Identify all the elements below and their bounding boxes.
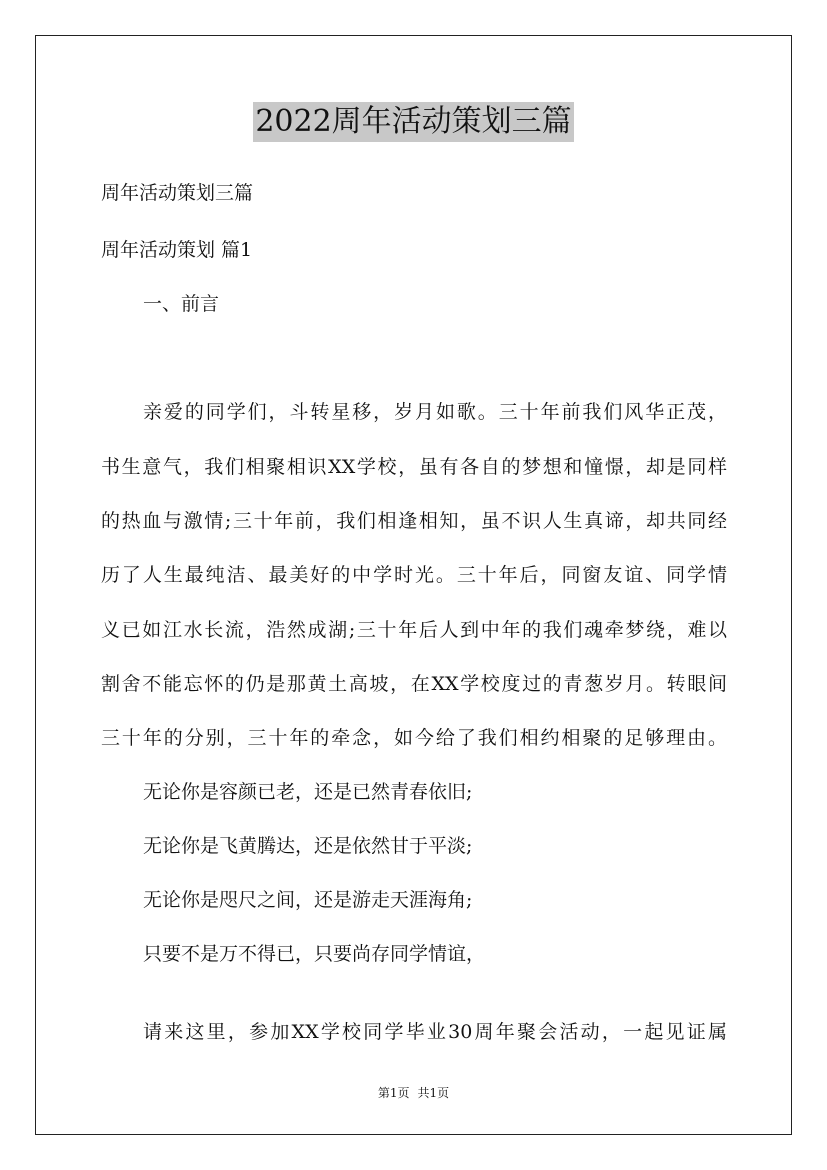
verse-line: 无论你是咫尺之间，还是游走天涯海角; [143,889,473,911]
verse-line: 无论你是容颜已老，还是已然青春依旧; [143,781,473,803]
page-footer [0,1085,827,1101]
paragraph-line: 三十年的分别，三十年的牵念，如今给了我们相约相聚的足够理由。 [101,727,727,749]
title-wrapper [0,102,827,142]
page-number: 第1页 [377,1086,410,1100]
verse-line: 只要不是万不得已，只要尚存同学情谊， [143,943,486,965]
paragraph-line: 书生意气，我们相聚相识XX学校，虽有各自的梦想和憧憬，却是同样 [101,456,727,478]
paragraph-line: 的热血与激情;三十年前，我们相逢相知，虽不识人生真谛，却共同经 [101,510,727,532]
paragraph-line: 割舍不能忘怀的仍是那黄土高坡，在XX学校度过的青葱岁月。转眼间 [101,673,727,695]
document-title: 2022周年活动策划三篇 [253,102,573,142]
part-heading: 一、前言 [143,293,220,315]
verse-line: 无论你是飞黄腾达，还是依然甘于平淡; [143,835,473,857]
section-heading: 周年活动策划 篇1 [101,239,253,261]
paragraph-line: 亲爱的同学们，斗转星移，岁月如歌。三十年前我们风华正茂， [143,401,727,423]
paragraph-line: 义已如江水长流，浩然成湖;三十年后人到中年的我们魂牵梦绕，难以 [101,619,727,641]
page-total: 共1页 [417,1086,450,1100]
paragraph-line: 历了人生最纯洁、最美好的中学时光。三十年后，同窗友谊、同学情 [101,564,727,586]
subtitle: 周年活动策划三篇 [101,182,254,204]
paragraph-line: 请来这里，参加XX学校同学毕业30周年聚会活动，一起见证属 [143,1021,727,1043]
